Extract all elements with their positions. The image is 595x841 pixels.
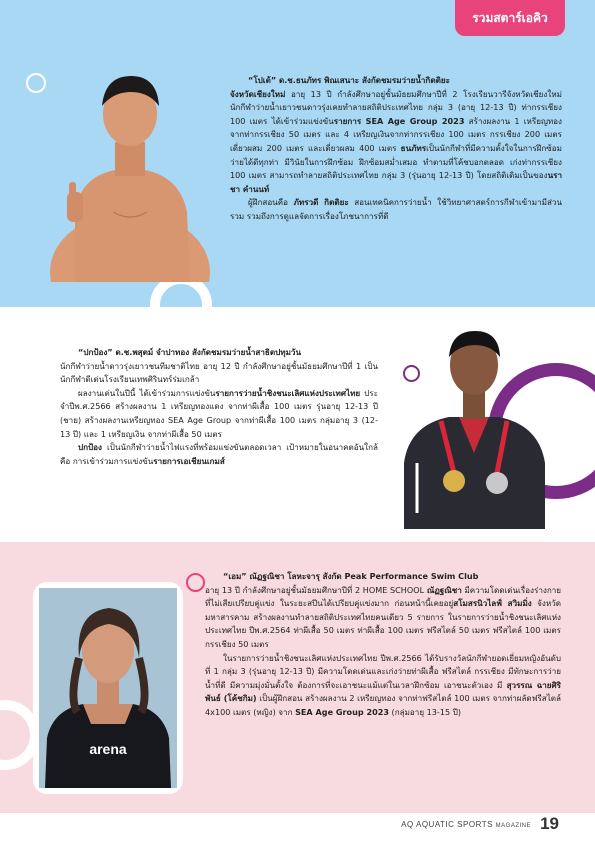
magazine-title: AQ AQUATIC SPORTS bbox=[401, 820, 493, 829]
section-header-tab bbox=[455, 0, 565, 36]
text-bold: นราชา คำนนท์ bbox=[230, 170, 562, 194]
magazine-name bbox=[401, 820, 531, 829]
text-bold: รายการเอเชียนเกมส์ bbox=[153, 455, 225, 466]
body-text: เป็นนักกีฬาว่ายน้ำไฟแรงที่พร้อมแข่งขันตลอดเวลา เป้าหมายในอนาคตอันใกล้ คือ การเข้าร่วมการแข่งขัน bbox=[60, 442, 378, 466]
text-bold: สโมสรนิวไลฟ์ สวิมมิ่ง bbox=[453, 598, 532, 609]
profile-text-1 bbox=[230, 74, 562, 224]
profile-section-1 bbox=[0, 0, 595, 307]
body-text: อายุ 13 ปี กำลังศึกษาอยู่ชั้นมัธยมศึกษาปีที่ 2 โรงเรียนวารีจังหวัดเชียงใหม่ นักกีฬาว่ายน้ำเยาวชนดาวรุ่งเคยทำลายสถิติประเทศไทย กลุ่ม 3 (อายุ 12-13 ปี) ท่ากรรเชียง 100 เมตร ได้เข้าร่วมแข่งขัน bbox=[230, 88, 562, 126]
text-bold: สุวรรณ ฉายศิริพันธ์ (โค้ชกิม) bbox=[205, 679, 561, 704]
athlete-name-line: “เอม” ณัฏฐณิชา โลหะจารุ สังกัด Peak Performance Swim Club bbox=[223, 571, 479, 581]
text-bold: รายการ SEA Age Group 2023 bbox=[333, 115, 465, 126]
body-text: ผู้ฝึกสอนคือ bbox=[248, 197, 294, 208]
body-text: สอนเทคนิคการว่ายน้ำ ใช้วิทยาศาสตร์การกีฬาเข้ามามีส่วนรวม รวมถึงการดูแลจัดการเรื่องโภชนาการที่ดี bbox=[230, 197, 562, 221]
body-text: มีความโดดเด่นเรื่องร่างกายที่ไม่เสียเปรียบคู่แข่ง ในระยะสปีนได้เปรียบคู่แข่งมาก ก่อนหน้านี้เคยอยู่ bbox=[205, 584, 562, 609]
section-header-label: รวมสตาร์เอคิว bbox=[472, 10, 548, 25]
body-text: นักกีฬาว่ายน้ำดาวรุ่งเยาวชนทีมชาติไทย อายุ 12 ปี กำลังศึกษาอยู่ชั้นมัธยมศึกษาปีที่ 1 เป็นนักกีฬาดีเด่นโรงเรียนเทพศิรินทร์ร่มเกล้า bbox=[60, 360, 378, 385]
body-text: เป็นนักกีฬาที่มีความตั้งใจในการฝึกซ้อม ว่ายได้ดีทุกท่า มีวินัยในการฝึกซ้อม ฝึกซ้อมสม่ำเสมอ ทำตามที่โค้ชบอกตลอด เก่งท่ากรรเชียง 100 เมตร สามารถทำลายสถิติประเทศไทย กลุ่ม 3 (รุ่นอายุ 12-13 ปี) โดยสถิติเดิมเป็นของ bbox=[230, 142, 562, 181]
body-text: (กลุ่มอายุ 13-15 ปี) bbox=[388, 706, 462, 717]
body-text: เป็นผู้ฝึกสอน สร้างผลงาน 2 เหรียญทอง จากท่าฟรีสไตล์ 100 เมตร จากท่าผลัดฟรีสไตล์ 4x100 เมตร (หญิง) จาก bbox=[205, 693, 561, 717]
text-bold: จังหวัดเชียงใหม่ bbox=[230, 88, 286, 99]
text-bold: รายการว่ายน้ำชิงชนะเลิศแห่งประเทศไทย bbox=[215, 387, 361, 398]
body-text: จังหวัดมหาสารคาม สร้างผลงานทำลายสถิติประเทศไทยคนเดียว 5 รายการ ในรายการว่ายน้ำชิงชนะเลิศแห่งประเทศไทย ปีพ.ศ.2564 ท่าผีเสื้อ 50 เมตร ท่าผีเสื้อ 100 เมตร ฟรีสไตล์ 50 เมตร ฟรีสไตล์ 100 เมตร กรรเชียง 50 เมตร bbox=[205, 598, 561, 649]
text-bold: ณัฏฐณิชา bbox=[426, 584, 462, 595]
magazine-suffix: MAGAZINE bbox=[495, 823, 531, 829]
athlete-name-line: “ปกป้อง” ด.ช.พสุตม์ จำปาทอง สังกัดชมรมว่ายน้ำสาธิตปทุมวัน bbox=[78, 347, 302, 357]
page-footer bbox=[0, 813, 595, 841]
profile-text-2 bbox=[60, 346, 378, 468]
profile-section-2 bbox=[0, 307, 595, 542]
athlete-photo-frame-3 bbox=[33, 582, 183, 794]
decorative-ring bbox=[26, 73, 46, 93]
text-bold: ธนภัทร bbox=[400, 142, 427, 153]
athlete-photo-1 bbox=[45, 62, 215, 282]
swimsuit-brand-text: arena bbox=[89, 741, 127, 757]
body-text: ประจำปีพ.ศ.2566 สร้างผลงาน 1 เหรียญทองแดง จากท่าผีเสื้อ 100 เมตร รุ่นอายุ 12-13 ปี (ชาย) สร้างผลงานเหรียญทอง SEA Age Group จากท่าผีเสื้อ 100 เมตร กลุ่มอายุ 3 (12-13 ปี) และ 1 เหรียญเงิน จากท่าผีเสื้อ 50 เมตร bbox=[60, 387, 378, 439]
athlete-name-line: “โปเต้” ด.ช.ธนภัทร พิณเสนาะ สังกัดชมรมว่ายน้ำกิตติยะ bbox=[248, 75, 450, 85]
text-bold: ภัทรวดี กิตติยะ bbox=[293, 197, 349, 208]
profile-text-3 bbox=[205, 570, 561, 720]
text-bold: SEA Age Group 2023 bbox=[295, 706, 389, 717]
decorative-ring bbox=[186, 573, 205, 592]
athlete-photo-3 bbox=[39, 588, 177, 788]
body-text: ในรายการว่ายน้ำชิงชนะเลิศแห่งประเทศไทย ปีพ.ศ.2566 ได้รับรางวัลนักกีฬายอดเยี่ยมหญิงอันดับที่ 1 กลุ่ม 3 (รุ่นอายุ 12-13 ปี) มีความโดดเด่นและเก่งว่ายท่าผีเสื้อ ฟรีสไตล์ กรรเชียง มีทักษะการว่ายน้ำที่ดี มีความมุ่งมั่นตั้งใจ ต้องการที่จะเอาชนะแม้แต่ในเวลาฝึกซ้อม เอาชนะตัวเอง มี bbox=[205, 652, 561, 690]
page-number: 19 bbox=[540, 814, 559, 833]
text-bold: ปกป้อง bbox=[78, 442, 102, 453]
body-text: สร้างผลงาน 1 เหรียญทอง จากท่ากรรเชียง 50 เมตร และ 4 เหรียญเงินจากท่ากรรเชียง 100 เมตร กรรเชียง 200 เมตร เดี่ยวผสม 200 เมตร และเดี่ยวผสม 400 เมตร bbox=[230, 115, 562, 153]
profile-section-3 bbox=[0, 542, 595, 813]
body-text: ผลงานเด่นในปีนี้ ได้เข้าร่วมการแข่งขัน bbox=[78, 387, 216, 398]
athlete-photo-2 bbox=[399, 313, 549, 529]
body-text: อายุ 13 ปี กำลังศึกษาอยู่ชั้นมัธยมศึกษาปีที่ 2 HOME SCHOOL bbox=[205, 584, 427, 595]
